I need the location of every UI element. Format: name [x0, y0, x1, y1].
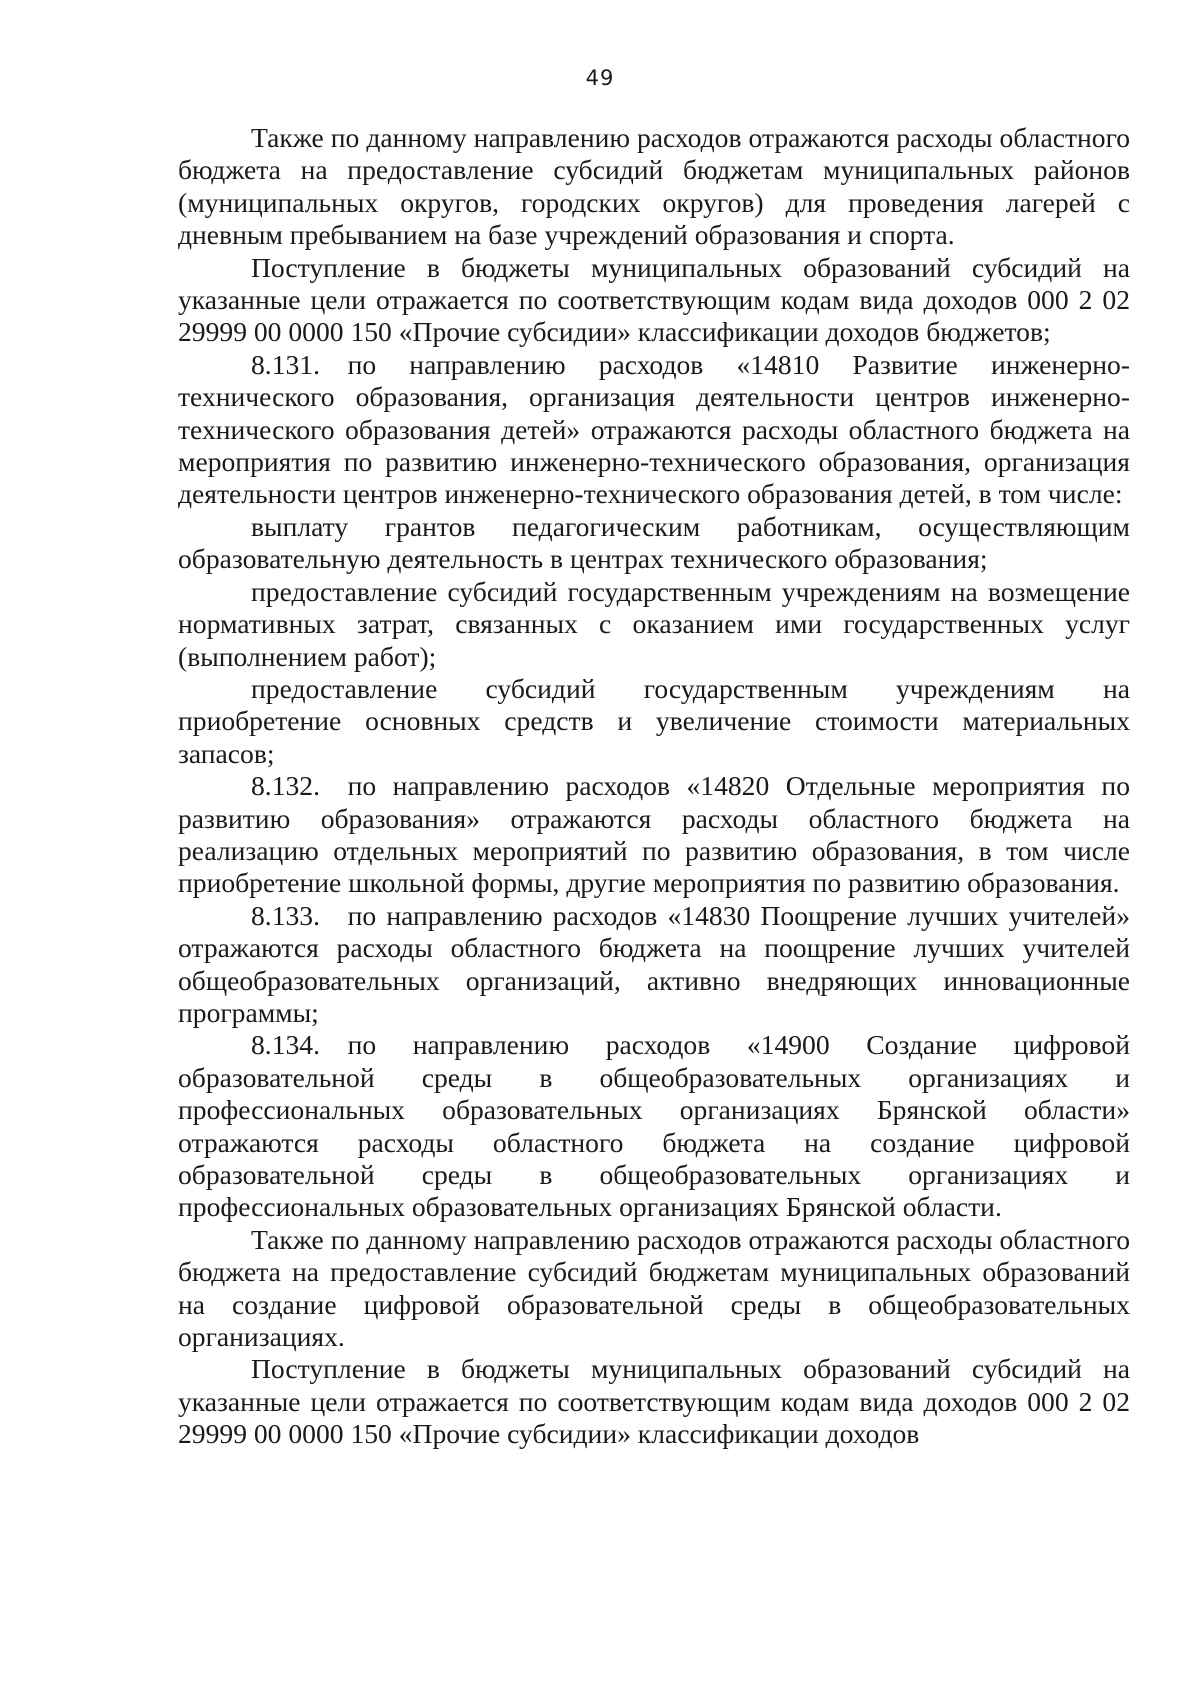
- paragraph: 8.132. по направлению расходов «14820 Отдельные мероприятия по развитию образования» отражаются расходы областного бюджета на реализацию отдельных мероприятий по развитию образования, в том числе приобретение школьной формы, другие мероприятия по развитию образования.: [178, 770, 1130, 899]
- paragraph: Поступление в бюджеты муниципальных образований субсидий на указанные цели отражается по соответствующим кодам вида доходов 000 2 02 29999 00 0000 150 «Прочие субсидии» классификации доходов бюджетов;: [178, 251, 1130, 348]
- paragraph: Поступление в бюджеты муниципальных образований субсидий на указанные цели отражается по соответствующим кодам вида доходов 000 2 02 29999 00 0000 150 «Прочие субсидии» классификации доходов: [178, 1353, 1130, 1450]
- paragraph: Также по данному направлению расходов отражаются расходы областного бюджета на предоставление субсидий бюджетам муниципальных образований на создание цифровой образовательной среды в общеобразовательных организациях.: [178, 1223, 1130, 1353]
- paragraph: 8.133. по направлению расходов «14830 Поощрение лучших учителей» отражаются расходы областного бюджета на поощрение лучших учителей общеобразовательных организаций, активно внедряющих инновационные программы;: [178, 899, 1130, 1028]
- paragraph: Также по данному направлению расходов отражаются расходы областного бюджета на предоставление субсидий бюджетам муниципальных районов (муниципальных округов, городских округов) для проведения лагерей с дневным пребыванием на базе учреждений образования и спорта.: [178, 122, 1130, 251]
- paragraph: 8.134. по направлению расходов «14900 Создание цифровой образовательной среды в общеобразовательных организациях и профессиональных образовательных организациях Брянской области» отражаются расходы областного бюджета на создание цифровой образовательной среды в общеобразовательных организациях и профессиональных образовательных организациях Брянской области.: [178, 1029, 1130, 1223]
- paragraph: предоставление субсидий государственным учреждениям на приобретение основных средств и увеличение стоимости материальных запасов;: [178, 672, 1130, 769]
- document-body: [178, 122, 1130, 1451]
- paragraph: выплату грантов педагогическим работникам, осуществляющим образовательную деятельность в центрах технического образования;: [178, 510, 1130, 575]
- paragraph: 8.131. по направлению расходов «14810 Развитие инженерно-технического образования, организация деятельности центров инженерно-технического образования детей» отражаются расходы областного бюджета на мероприятия по развитию инженерно-технического образования, организация деятельности центров инженерно-технического образования детей, в том числе:: [178, 348, 1130, 510]
- page-number: 49: [585, 66, 615, 90]
- paragraph: предоставление субсидий государственным учреждениям на возмещение нормативных затрат, связанных с оказанием ими государственных услуг (выполнением работ);: [178, 575, 1130, 672]
